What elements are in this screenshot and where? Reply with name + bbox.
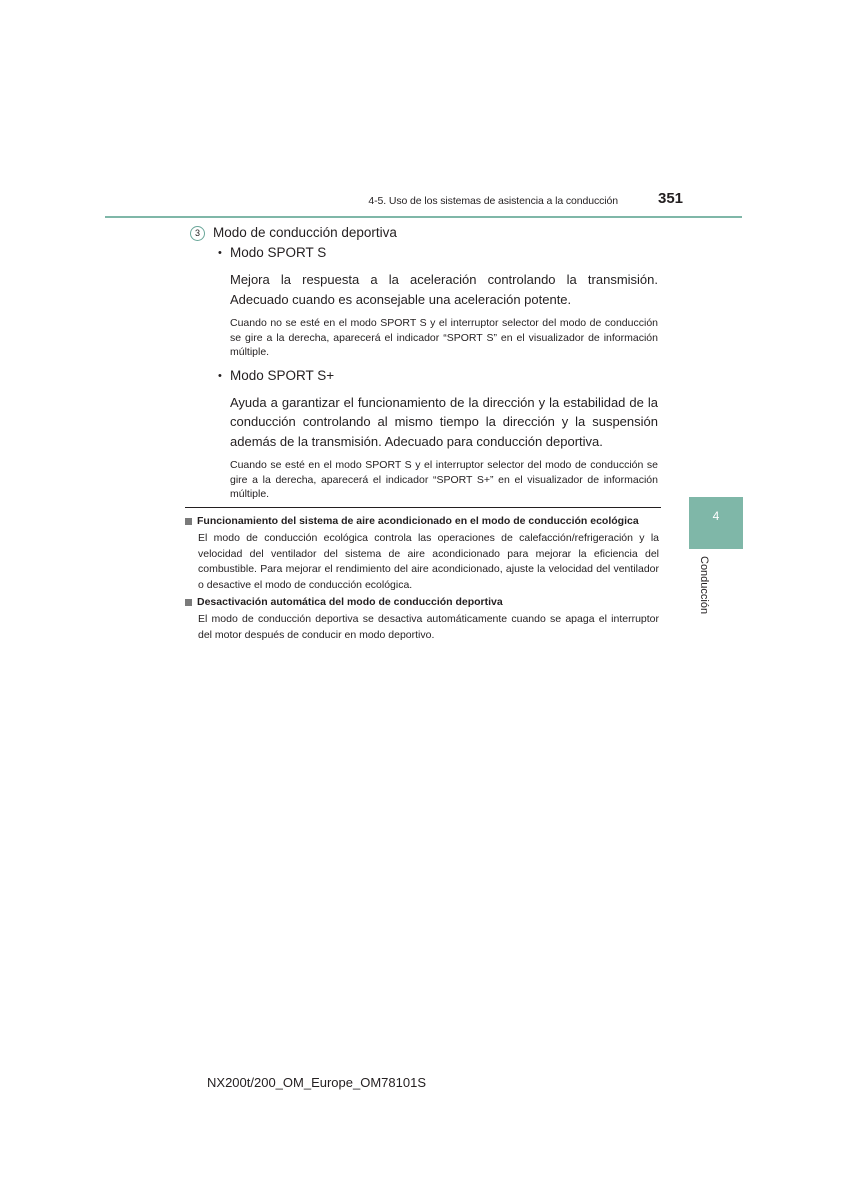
item-number-badge: 3	[190, 226, 205, 241]
section-divider	[185, 507, 661, 508]
mode-description: Mejora la respuesta a la aceleración controlando la transmisión. Adecuado cuando es aconsejable una aceleración potente.	[230, 272, 658, 307]
square-bullet-icon	[185, 518, 192, 525]
mode-note: Cuando no se esté en el modo SPORT S y el interruptor selector del modo de conducción se gire a la derecha, aparecerá el indicador “SPORT S” en el visualizador de información múltiple.	[230, 317, 658, 358]
mode-description: Ayuda a garantizar el funcionamiento de la dirección y la estabilidad de la conducción controlando al mismo tiempo la dirección y la suspensión además de la transmisión. Adecuado para conducción deportiva.	[230, 394, 658, 449]
square-bullet-icon	[185, 599, 192, 606]
mode-note: Cuando se esté en el modo SPORT S y el interruptor selector del modo de conducción se gire a la derecha, aparecerá el indicador “SPORT S+” en el visualizador de información múltiple.	[230, 459, 658, 500]
mode-heading-sport-s-plus	[218, 367, 658, 385]
footer-document-code: NX200t/200_OM_Europe_OM78101S	[207, 1075, 426, 1090]
info-heading-text: Desactivación automática del modo de conducción deportiva	[197, 596, 503, 608]
info-heading	[185, 595, 659, 609]
page-number: 351	[658, 190, 684, 207]
bullet-icon: •	[218, 247, 222, 259]
bullet-icon: •	[218, 369, 222, 382]
info-block-auto-deactivation	[185, 595, 659, 643]
info-text: El modo de conducción ecológica controla las operaciones de calefacción/refrigeración y la velocidad del ventilador del sistema de aire acondicionado para mejorar la eficiencia del combustible. Para mejorar el rendimiento del aire acondicionado, ajuste la velocidad del ventilador o desactive el modo de conducción ecológica.	[198, 532, 659, 591]
mode-name: Modo SPORT S+	[230, 367, 335, 383]
item-title: Modo de conducción deportiva	[213, 225, 397, 240]
chapter-tab	[689, 497, 743, 549]
header-divider	[105, 216, 742, 218]
info-text: El modo de conducción deportiva se desactiva automáticamente cuando se apaga el interruptor del motor después de conducir en modo deportivo.	[198, 613, 659, 641]
item-heading	[190, 224, 658, 242]
mode-heading-sport-s	[218, 244, 658, 262]
mode-name: Modo SPORT S	[230, 245, 327, 260]
info-block-aircon	[185, 514, 659, 593]
running-header: 4-5. Uso de los sistemas de asistencia a la conducción	[368, 195, 618, 207]
main-content	[190, 224, 658, 502]
info-heading-text: Funcionamiento del sistema de aire acondicionado en el modo de conducción ecológica	[197, 515, 639, 527]
chapter-label: Conducción	[698, 556, 710, 615]
chapter-number: 4	[712, 509, 720, 523]
info-heading	[185, 514, 659, 528]
